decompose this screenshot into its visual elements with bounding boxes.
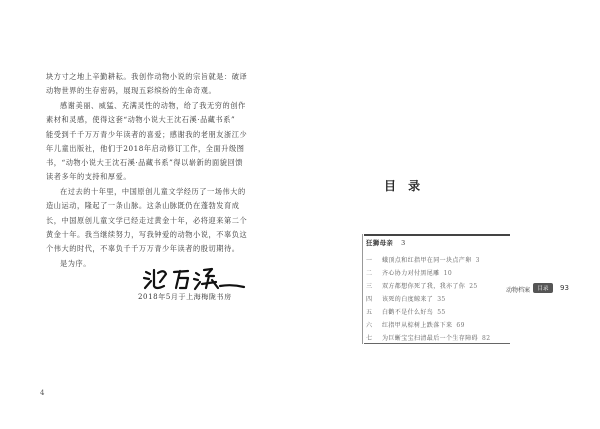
- toc-item-page: 25: [469, 283, 478, 290]
- page-number-right: 93: [560, 284, 569, 292]
- toc-item-title: 双方都想你死了我，我亦了你: [382, 283, 466, 290]
- toc-item[interactable]: [366, 255, 480, 266]
- toc-item-page: 35: [437, 296, 446, 303]
- toc-item-page: 10: [443, 270, 453, 277]
- page-number-left: 4: [40, 389, 45, 397]
- text-line: 黄金十年。我当继续努力，写我钟爱的动物小说，不辜负这: [46, 229, 248, 239]
- preface-paragraph-3: [46, 185, 272, 256]
- text-line: 是为序。: [60, 259, 91, 268]
- toc-left-rule: [362, 234, 363, 344]
- right-page: [300, 0, 600, 429]
- toc-item-number: 三: [366, 283, 373, 290]
- toc-item-title: 蛾顶点和红指甲在同一块点产卵: [382, 257, 472, 264]
- text-line: 在过去的十年里，中国原创儿童文学经历了一场伟大的: [60, 187, 246, 196]
- text-line: 感谢美丽、威猛、充满灵性的动物，给了我无穷的创作: [60, 101, 246, 110]
- toc-bottom-rule: [364, 343, 510, 344]
- toc-item-page: 3: [475, 257, 480, 264]
- text-line: 长，中国原创儿童文学已经走过黄金十年，必将迎来第二个: [46, 215, 248, 225]
- toc-item-page: 55: [437, 309, 446, 316]
- toc-item-number: 一: [366, 257, 373, 264]
- running-head: 动物档案: [506, 287, 531, 294]
- text-line: 造山运动，隆起了一条山脉。这条山脉既仍在蓬勃发育成: [46, 201, 240, 211]
- toc-item-title: 白鹳不是什么好鸟: [382, 309, 434, 316]
- toc-section-page: 3: [401, 239, 406, 247]
- toc-item[interactable]: [366, 281, 478, 292]
- toc-item-number: 六: [366, 322, 373, 329]
- toc-item-number: 七: [366, 335, 373, 342]
- preface-paragraph-1: [46, 70, 272, 99]
- toc-item[interactable]: [366, 294, 446, 305]
- date-line: 2018年5月于上海梅陇书房: [138, 293, 232, 301]
- text-line: 年儿童出版社，他们于2018年启动修订工作，全面升级图: [46, 143, 245, 153]
- toc-title: 目 录: [384, 179, 425, 193]
- section-tag: [533, 283, 553, 293]
- toc-top-rule: [364, 234, 510, 236]
- text-line: 书，“动物小说大王沈石溪·品藏书系”得以崭新的面貌回馈: [46, 158, 243, 168]
- toc-section-title: 狂狮母亲: [366, 239, 394, 247]
- toc-item-title: 齐心协力对付黑尾雕: [382, 270, 440, 277]
- text-line: 读者多年的支持和厚爱。: [46, 172, 132, 182]
- text-line: 块方寸之地上辛勤耕耘。我创作动物小说的宗旨就是：破译: [46, 72, 248, 81]
- toc-item-page: 69: [456, 322, 465, 329]
- text-line: 动物世界的生存密码，展现五彩缤纷的生命奇观。: [46, 86, 217, 96]
- toc-item-title: 该死的白度鲸来了: [382, 296, 434, 303]
- toc-item[interactable]: [366, 320, 465, 331]
- text-line: 能受到千千万万青少年读者的喜爱；感谢我的老朋友浙江少: [46, 129, 248, 139]
- toc-item[interactable]: [366, 307, 446, 318]
- text-line: 素材和灵感，使得这套“动物小说大王沈石溪·品藏书系”: [46, 115, 236, 125]
- toc-item-number: 五: [366, 309, 373, 316]
- toc-section-header[interactable]: [366, 238, 406, 247]
- text-line: 个伟大的时代，不辜负千千万万青少年读者的殷切期待。: [46, 244, 240, 254]
- toc-item[interactable]: [366, 268, 452, 279]
- toc-item-title: 红指甲从棕树上跌落下来: [382, 322, 453, 329]
- author-signature: [140, 264, 250, 292]
- section-tag-label: 目录: [537, 286, 549, 292]
- toc-item-number: 二: [366, 270, 373, 277]
- toc-item-page: 82: [482, 335, 491, 342]
- toc-item-title: 为巨蜥宝宝扫清最后一个生存障碍: [382, 335, 479, 342]
- preface-paragraph-2: [46, 99, 272, 185]
- table-of-contents: [364, 234, 510, 344]
- toc-item-number: 四: [366, 296, 373, 303]
